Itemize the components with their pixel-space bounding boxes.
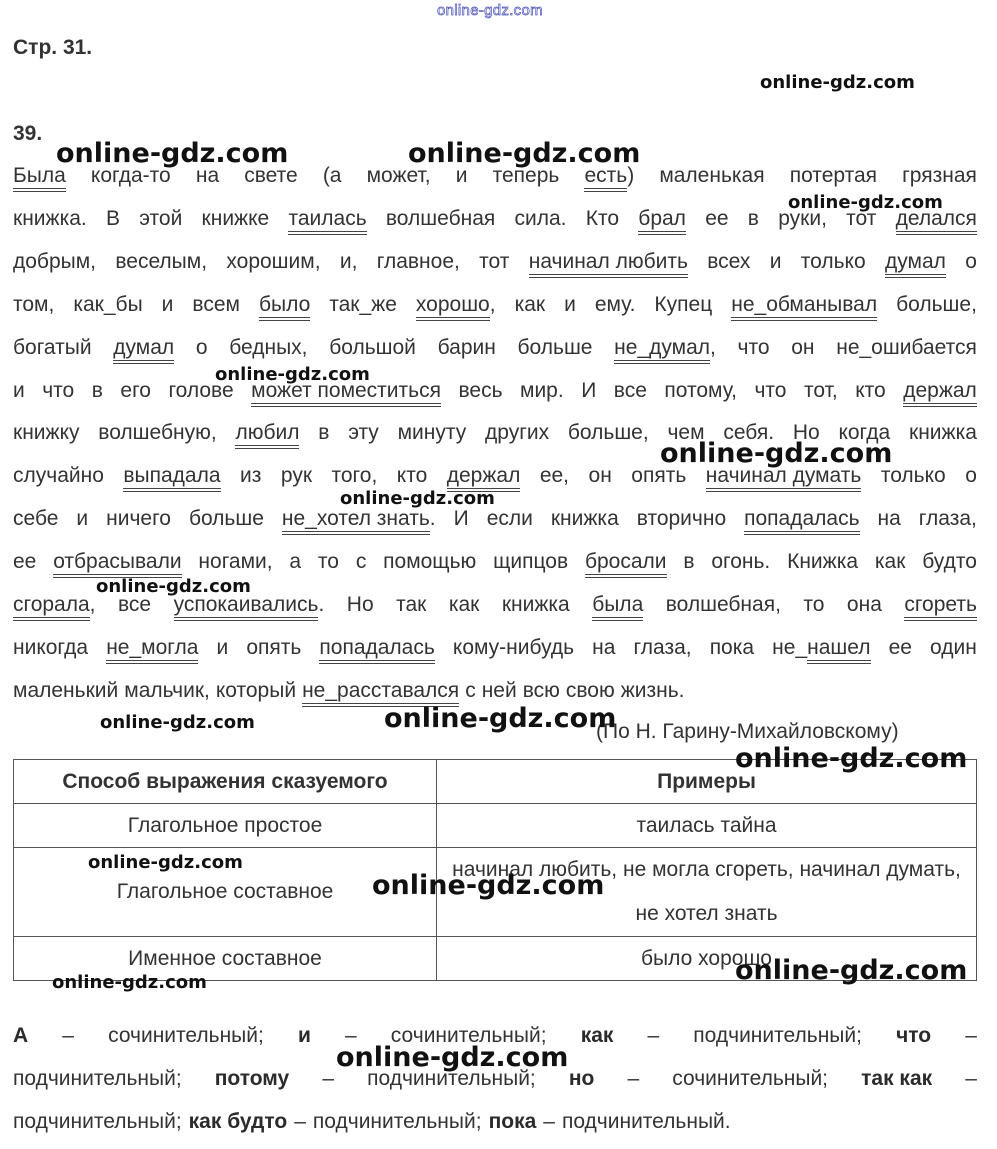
watermark: online-gdz.com [52, 972, 207, 993]
table-header: Примеры [437, 760, 977, 804]
exercise-number: 39. [13, 122, 43, 145]
watermark: online-gdz.com [100, 712, 255, 733]
watermark: online-gdz.com [735, 955, 968, 986]
watermark: online-gdz.com [735, 743, 968, 774]
answer-line: подчинительный; как будто – подчинительный; пока – подчинительный. [13, 1110, 731, 1133]
text-line: том, как_бы и всем было так_же хорошо, как и ему. Купец не_обманывал больше, [13, 294, 977, 315]
text-line: себе и ничего больше не_хотел знать. И если книжка вторично попадалась на глаза, [13, 508, 977, 529]
text-line: маленький мальчик, который не_расставался с ней всю свою жизнь. [13, 680, 685, 701]
answer-line: А – сочинительный; и – сочинительный; как – подчинительный; что – [13, 1024, 977, 1047]
table-cell: таилась тайна [437, 804, 977, 848]
watermark: online-gdz.com [384, 703, 617, 734]
watermark: online-gdz.com [336, 1042, 569, 1073]
watermark: online-gdz.com [96, 576, 251, 597]
table-header: Способ выражения сказуемого [14, 760, 437, 804]
table-cell: начинал любить, не могла сгореть, начинал думать, не хотел знать [437, 848, 977, 937]
page-number: Стр. 31. [13, 36, 93, 59]
watermark: online-gdz.com [788, 192, 943, 213]
watermark: online-gdz.com [340, 488, 495, 509]
watermark: online-gdz.com [56, 138, 289, 169]
watermark-top: online-gdz.com [437, 2, 543, 19]
table-cell: Именное составное [14, 937, 437, 981]
text-line: никогда не_могла и опять попадалась кому-нибудь на глаза, пока не_нашел ее один [13, 637, 977, 658]
text-line: сгорала, все успокаивались. Но так как книжка была волшебная, то она сгореть [13, 594, 977, 615]
text-line: книжку волшебную, любил в эту минуту других больше, чем себя. Но когда книжка [13, 422, 977, 443]
text-line: случайно выпадала из рук того, кто держал ее, он опять начинал думать только о [13, 465, 977, 486]
text-line: ее отбрасывали ногами, а то с помощью щипцов бросали в огонь. Книжка как будто [13, 551, 977, 572]
watermark: online-gdz.com [372, 870, 605, 901]
table-cell: Глагольное простое [14, 804, 437, 848]
table-row [14, 804, 977, 848]
watermark: online-gdz.com [760, 72, 915, 93]
text-line: и что в его голове может поместиться весь мир. И все потому, что тот, кто держал [13, 380, 977, 401]
text-line: богатый думал о бедных, большой барин больше не_думал, что он не_ошибается [13, 337, 977, 358]
text-line: Была когда-то на свете (а может, и теперь есть) маленькая потертая грязная [13, 165, 977, 186]
answer-line: подчинительный; потому – подчинительный; но – сочинительный; так как – [13, 1067, 977, 1090]
attribution: (По Н. Гарину-Михайловскому) [596, 720, 899, 743]
text-line: книжка. В этой книжке таилась волшебная сила. Кто брал ее в руки, тот делался [13, 208, 977, 229]
watermark: online-gdz.com [88, 852, 243, 873]
watermark: online-gdz.com [408, 138, 641, 169]
table-cell: было хорошо [437, 937, 977, 981]
watermark: online-gdz.com [660, 438, 893, 469]
watermark: online-gdz.com [215, 364, 370, 385]
table-cell: Глагольное составное [14, 848, 437, 937]
text-line: добрым, веселым, хорошим, и, главное, тот начинал любить всех и только думал о [13, 251, 977, 272]
